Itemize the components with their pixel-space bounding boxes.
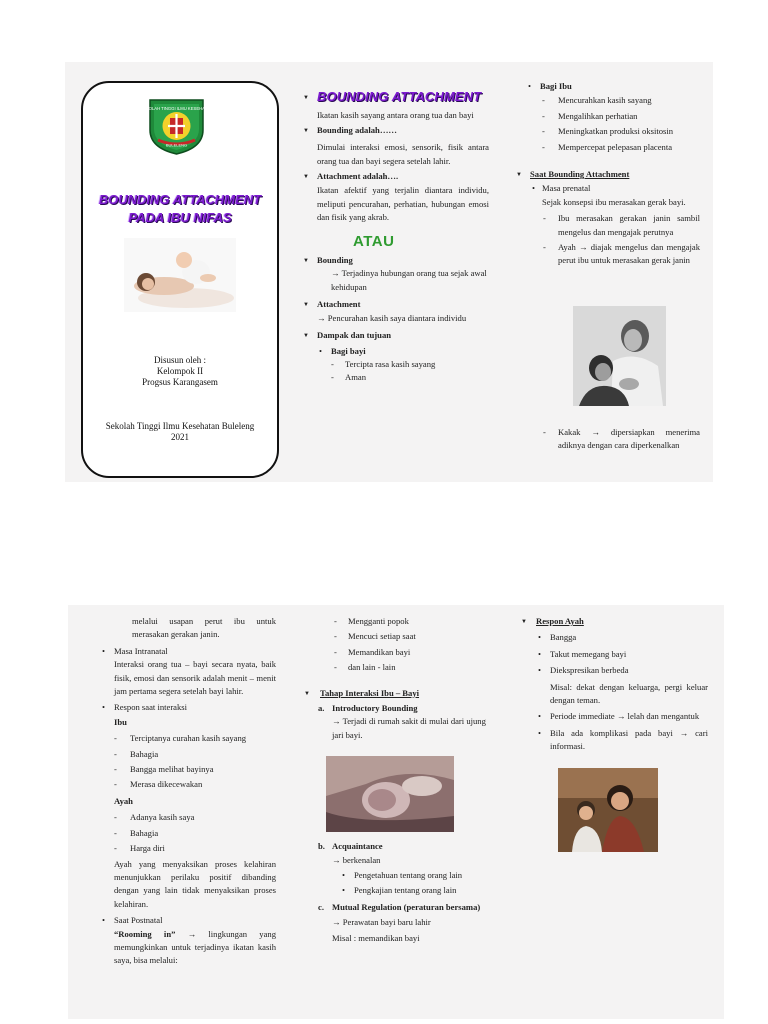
- respon-ayah-label: Respon Ayah: [536, 616, 584, 626]
- care-item: - dan lain - lain: [334, 662, 396, 673]
- ibu-item: - Mempercepat pelepasan placenta: [542, 141, 673, 152]
- mutual-example: Misal : memandikan bayi: [332, 932, 420, 943]
- tahap-label: Tahap Interaksi Ibu – Bayi: [320, 687, 420, 698]
- dampak-label: Dampak dan tujuan: [317, 330, 392, 341]
- prenatal-text: Sejak konsepsi ibu merasakan gerak bayi.: [542, 196, 686, 207]
- masa-intranatal-label: Masa Intranatal: [114, 645, 168, 656]
- komplikasi-item: • Bila ada komplikasi pada bayi → cari informasi.: [538, 727, 708, 752]
- brochure-page-1: [65, 62, 713, 482]
- bayi-item: - Aman: [331, 372, 367, 383]
- acquaintance-sub: → berkenalan: [332, 854, 381, 865]
- bagi-bayi-label: Bagi bayi: [331, 345, 366, 356]
- ibu-item: - Bangga melihat bayinya: [114, 764, 214, 775]
- rooming-text: “Rooming in” → lingkungan yang memungkinkan untuk terjadinya ikatan kasih saya, bisa melalui:: [114, 928, 276, 966]
- acquaintance-title: Acquaintance: [332, 841, 383, 852]
- prepared-by-label: Disusun oleh :: [153, 355, 206, 365]
- b-marker: b.: [318, 841, 325, 852]
- ayah-response-item: • Takut memegang bayi: [538, 648, 627, 659]
- attachment-adalah-label: Attachment adalah….: [317, 171, 399, 182]
- ibu-item: - Mengalihkan perhatian: [542, 110, 638, 121]
- svg-text:BULELENG: BULELENG: [165, 142, 188, 148]
- ibu-item: - Meningkatkan produksi oksitosin: [542, 126, 674, 137]
- introductory-title: Introductory Bounding: [332, 703, 418, 714]
- care-item: - Mencuci setiap saat: [334, 631, 416, 642]
- father-child-photo: [558, 768, 658, 852]
- bounding-adalah-text: Dimulai interaksi emosi, sensorik, fisik antara orang tua dan bayi segera setelah lahir.: [317, 142, 489, 166]
- ayah-item: - Bahagia: [114, 827, 159, 838]
- acquaintance-item: • Pengetahuan tentang orang lain: [342, 870, 463, 881]
- ayah-text: Ayah yang menyaksikan proses kelahiran menunjukkan perilaku positif dibanding dengan yang lain tidak menyaksikan proses kelahiran.: [114, 858, 276, 909]
- ibu-item: - Terciptanya curahan kasih sayang: [114, 733, 247, 744]
- ibu-item: - Bahagia: [114, 748, 159, 759]
- brochure-page-2: [68, 605, 724, 1019]
- bounding-label: Bounding: [317, 255, 353, 266]
- school-name: Sekolah Tinggi Ilmu Kesehatan Buleleng: [105, 421, 255, 431]
- svg-text:SEKOLAH TINGGI ILMU KESEHATAN: SEKOLAH TINGGI ILMU KESEHATAN: [140, 106, 213, 111]
- cover-title-line2: PADA IBU NIFAS: [128, 210, 232, 225]
- ibu-item: - Merasa dikecewakan: [114, 779, 203, 790]
- intro-text: melalui usapan perut ibu untuk merasakan gerakan janin.: [132, 616, 276, 640]
- bagi-ibu-label: Bagi Ibu: [540, 81, 572, 91]
- cover-title: [87, 191, 273, 227]
- ayah-item: - Adanya kasih saya: [114, 812, 195, 823]
- saat-bounding-label: Saat Bounding Attachment: [530, 169, 630, 180]
- column-father-response: ▼ Respon Ayah • Bangga • Takut memegang bayi • Diekspresikan berbeda Misal: dekat dengan keluarga, pergi keluar dengan teman. • Periode immediate → lelah dan mengantuk • Bila ada komplikasi pada bayi → cari informasi.: [536, 615, 708, 852]
- introductory-text: → Terjadi di rumah sakit di mulai dari ujung jari bayi.: [332, 716, 486, 740]
- misal-text: Misal: dekat dengan keluarga, pergi keluar dengan teman.: [550, 681, 708, 706]
- couple-photo: [573, 306, 666, 406]
- newborn-photo: [326, 756, 454, 832]
- mutual-title: Mutual Regulation (peraturan bersama): [332, 901, 481, 912]
- prenatal-item: - Ayah → diajak mengelus dan mengajak perut ibu untuk merasakan gerak janin: [543, 242, 700, 266]
- column-mother-benefits: • Bagi Ibu - Mencurahkan kasih sayang - Mengalihkan perhatian - Meningkatkan produksi oksitosin - Mempercepat pelepasan placenta ▼ Saat Bounding Attachment • Masa prenatal Sejak konsepsi ibu merasakan gerak bayi. - Ibu merasakan gerakan janin sambil mengelus dan mengajak perutnya - Ayah → diajak mengelus dan mengajak perut ibu untuk merasakan gerak janin - Kakak → dipersiapkan menerima adiknya dengan cara diperkenalkan: [530, 80, 700, 268]
- ayah-response-item: • Bangga: [538, 632, 577, 643]
- bounding-adalah-label: Bounding adalah……: [317, 124, 398, 135]
- bounding-text: → Terjadinya hubungan orang tua sejak awal kehidupan: [331, 268, 487, 292]
- a-marker: a.: [318, 703, 325, 714]
- column-definitions: ▼ BOUNDING ATTACHMENT Ikatan kasih sayang antara orang tua dan bayi ▼ Bounding adalah…… Dimulai interaksi emosi, sensorik, fisik antara orang tua dan bayi segera setelah lahir. ▼ Attachment adalah…. Ikatan afektif yang terjalin diantara individu, meliputi pencurahan, perhatian, hubungan emosi dan fisik yang akrab. ATAU ▼ Bounding → Terjadinya hubungan orang tua sejak awal kehidupan ▼ Attachment → Pencurahan kasih saya diantara individu ▼ Dampak dan tujuan • Bagi bayi - Tercipta rasa kasih sayang - Aman: [317, 90, 489, 385]
- ibu-label: Ibu: [114, 716, 127, 727]
- cover-school: [89, 421, 271, 443]
- atau-label: ATAU: [353, 232, 395, 250]
- cover-credit: [93, 355, 267, 388]
- acquaintance-item: • Pengkajian tentang orang lain: [342, 885, 457, 896]
- periode-item: • Periode immediate → lelah dan mengantuk: [538, 711, 700, 722]
- section-heading: BOUNDING ATTACHMENT: [317, 89, 482, 104]
- intranatal-text: Interaksi orang tua – bayi secara nyata, baik fisik, emosi dan sensorik adalah menit – menit jam pertama segera setelah bayi lahir.: [114, 659, 276, 697]
- cover-title-line1: BOUNDING ATTACHMENT: [98, 192, 262, 207]
- bayi-item: - Tercipta rasa kasih sayang: [331, 358, 436, 369]
- column-intranatal: melalui usapan perut ibu untuk merasakan gerakan janin. • Masa Intranatal Interaksi orang tua – bayi secara nyata, baik fisik, emosi dan sensorik adalah menit – menit jam pertama segera setelah bayi lahir. • Respon saat interaksi Ibu - Terciptanya curahan kasih sayang - Bahagia - Bangga melihat bayinya - Merasa dikecewakan Ayah - Adanya kasih saya - Bahagia - Harga diri Ayah yang menyaksikan proses kelahiran menunjukkan perilaku positif dibanding dengan yang lain tidak menyaksikan proses kelahiran. • Saat Postnatal “Rooming in” → lingkungan yang memungkinkan untuk terjadinya ikatan kasih saya, bisa melalui:: [100, 615, 276, 968]
- ibu-item: - Mencurahkan kasih sayang: [542, 95, 652, 106]
- ayah-item: - Harga diri: [114, 843, 165, 854]
- attachment-adalah-text: Ikatan afektif yang terjalin diantara individu, meliputi pencurahan, perhatian, hubungan emosi dan fisik yang akrab.: [317, 185, 489, 223]
- group-name: Kelompok II: [156, 366, 204, 376]
- attachment-text: → Pencurahan kasih saya diantara individu: [317, 312, 467, 323]
- year: 2021: [171, 432, 189, 442]
- rooming-label: “Rooming in”: [114, 928, 176, 939]
- kakak-item: - Kakak → dipersiapkan menerima adiknya dengan cara diperkenalkan: [543, 427, 700, 451]
- school-logo: [140, 96, 213, 156]
- program-name: Progsus Karangasem: [142, 377, 218, 387]
- column-interaction-stages: - Mengganti popok - Mencuci setiap saat - Memandikan bayi - dan lain - lain ▼ Tahap Interaksi Ibu – Bayi a. Introductory Bounding → Terjadi di rumah sakit di mulai dari ujung jari bayi. b. Acquaintance → berkenalan • Pengetahuan tentang orang lain • Pengkajian tentang orang lain c. Mutual Regulation (peraturan bersama) → Perawatan bayi baru lahir Misal : memandikan bayi: [320, 615, 496, 945]
- c-marker: c.: [318, 901, 324, 912]
- care-item: - Mengganti popok: [334, 616, 409, 626]
- cover-panel: [81, 81, 279, 478]
- mutual-text: → Perawatan bayi baru lahir: [332, 917, 431, 928]
- prenatal-item: - Ibu merasakan gerakan janin sambil mengelus dan mengajak perutnya: [543, 213, 700, 237]
- ayah-label: Ayah: [114, 795, 133, 806]
- respon-label: Respon saat interaksi: [114, 702, 188, 713]
- intro-text: Ikatan kasih sayang antara orang tua dan bayi: [317, 110, 474, 121]
- postnatal-label: Saat Postnatal: [114, 915, 163, 926]
- care-item: - Memandikan bayi: [334, 646, 411, 657]
- masa-prenatal-label: Masa prenatal: [542, 183, 591, 194]
- attachment-label: Attachment: [317, 299, 361, 310]
- ayah-response-item: • Diekspresikan berbeda: [538, 665, 629, 676]
- mother-baby-photo: [124, 238, 236, 312]
